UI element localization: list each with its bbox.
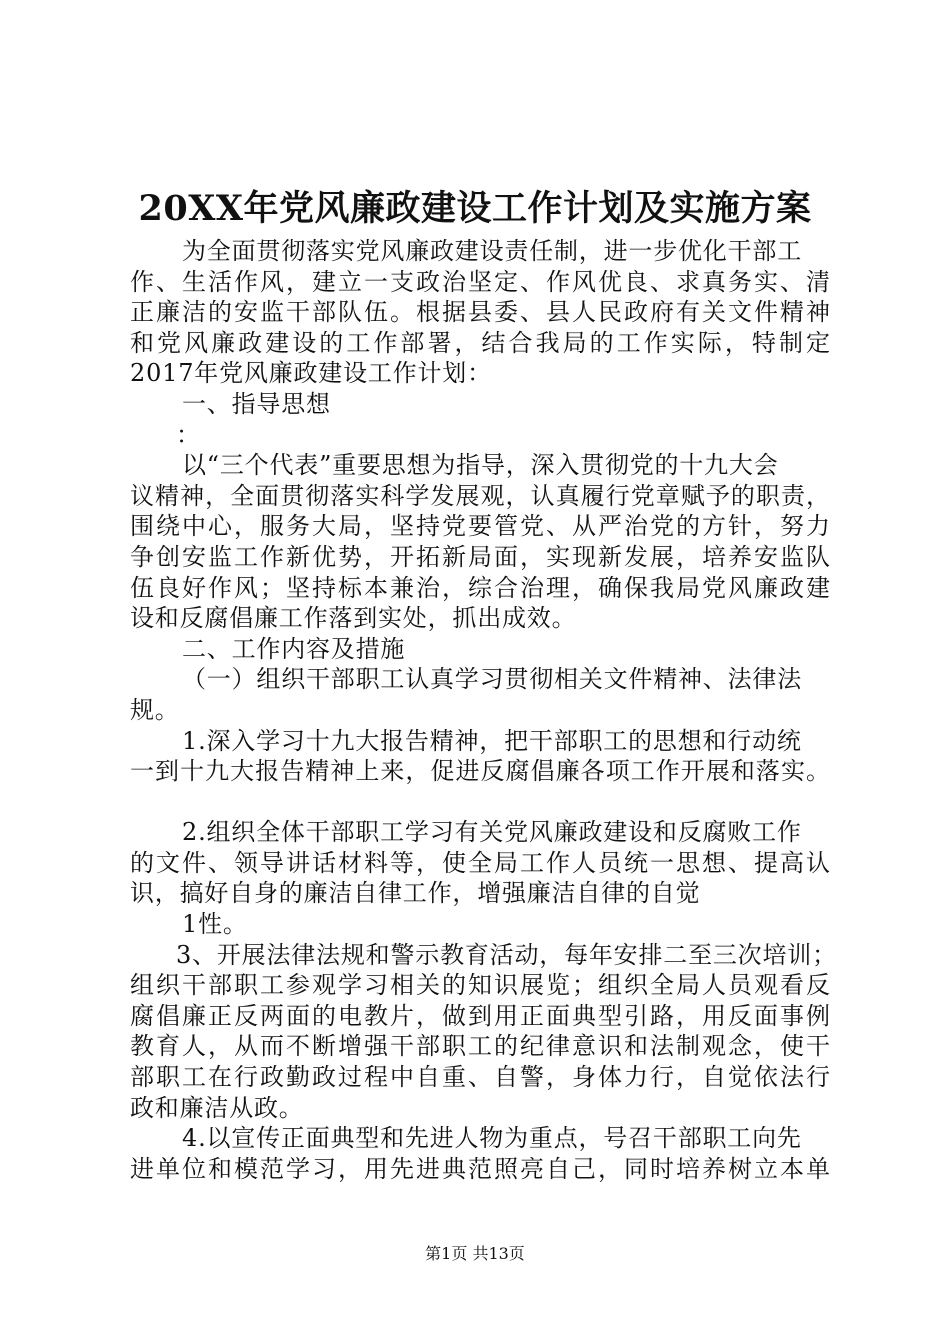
paragraph-line: 2017年党风廉政建设工作计划： bbox=[130, 359, 492, 388]
paragraph-line: 设和反腐倡廉工作落到实处，抓出成效。 bbox=[130, 604, 577, 633]
paragraph-line: 规。 bbox=[130, 695, 180, 724]
paragraph-line: 正廉洁的安监干部队伍。根据县委、县人民政府有关文件精神 bbox=[130, 298, 830, 327]
document-title: 20XX年党风廉政建设工作计划及实施方案 bbox=[138, 188, 812, 229]
paragraph-line: 2.组织全体干部职工学习有关党风廉政建设和反腐败工作 bbox=[182, 818, 802, 847]
paragraph-line: 作、生活作风，建立一支政治坚定、作风优良、求真务实、清 bbox=[130, 267, 830, 296]
subsection-heading: （一）组织干部职工认真学习贯彻相关文件精神、法律法 bbox=[182, 665, 802, 694]
paragraph-line: 围绕中心，服务大局，坚持党要管党、从严治党的方针，努力 bbox=[130, 512, 830, 541]
page-footer: 第1页 共13页 bbox=[425, 1244, 525, 1263]
paragraph-line: 伍良好作风；坚持标本兼治，综合治理，确保我局党风廉政建 bbox=[130, 573, 830, 602]
paragraph-line: 1.深入学习十九大报告精神，把干部职工的思想和行动统 bbox=[182, 726, 802, 755]
paragraph-gap bbox=[130, 787, 830, 818]
paragraph-line: 议精神，全面贯彻落实科学发展观，认真履行党章赋予的职责， bbox=[130, 481, 830, 510]
paragraph-line: 4.以宣传正面典型和先进人物为重点，号召干部职工向先 bbox=[182, 1124, 802, 1153]
paragraph-line: 进单位和模范学习，用先进典范照亮自己，同时培养树立本单 bbox=[130, 1154, 830, 1183]
paragraph-line: 部职工在行政勤政过程中自重、自警，身体力行，自觉依法行 bbox=[130, 1063, 830, 1092]
section-heading: 二、工作内容及措施 bbox=[182, 634, 406, 663]
paragraph-line: 和党风廉政建设的工作部署，结合我局的工作实际，特制定 bbox=[130, 328, 830, 357]
paragraph-line: 政和廉洁从政。 bbox=[130, 1093, 304, 1122]
paragraph-line: 以“三个代表”重要思想为指导，深入贯彻党的十九大会 bbox=[182, 451, 779, 480]
paragraph-line: 教育人，从而不断增强干部职工的纪律意识和法制观念，使干 bbox=[130, 1032, 830, 1061]
paragraph-line: 组织干部职工参观学习相关的知识展览；组织全局人员观看反 bbox=[130, 971, 830, 1000]
paragraph-line: 腐倡廉正反两面的电教片，做到用正面典型引路，用反面事例 bbox=[130, 1001, 830, 1030]
paragraph-line: 识，搞好自身的廉洁自律工作，增强廉洁自律的自觉 bbox=[130, 879, 701, 908]
document-body bbox=[130, 236, 837, 1184]
paragraph-line: 为全面贯彻落实党风廉政建设责任制，进一步优化干部工 bbox=[182, 237, 802, 265]
paragraph-line: 3、开展法律法规和警示教育活动，每年安排二至三次培训； bbox=[176, 940, 837, 969]
paragraph-line: 争创安监工作新优势，开拓新局面，实现新发展，培养安监队 bbox=[130, 542, 830, 571]
paragraph-line: 1性。 bbox=[182, 910, 248, 939]
paragraph-line: 的文件、领导讲话材料等，使全局工作人员统一思想、提高认 bbox=[130, 848, 830, 877]
paragraph-line: ： bbox=[176, 420, 201, 449]
section-heading: 一、指导思想 bbox=[182, 389, 331, 418]
paragraph-line: 一到十九大报告精神上来，促进反腐倡廉各项工作开展和落实。 bbox=[130, 757, 830, 786]
